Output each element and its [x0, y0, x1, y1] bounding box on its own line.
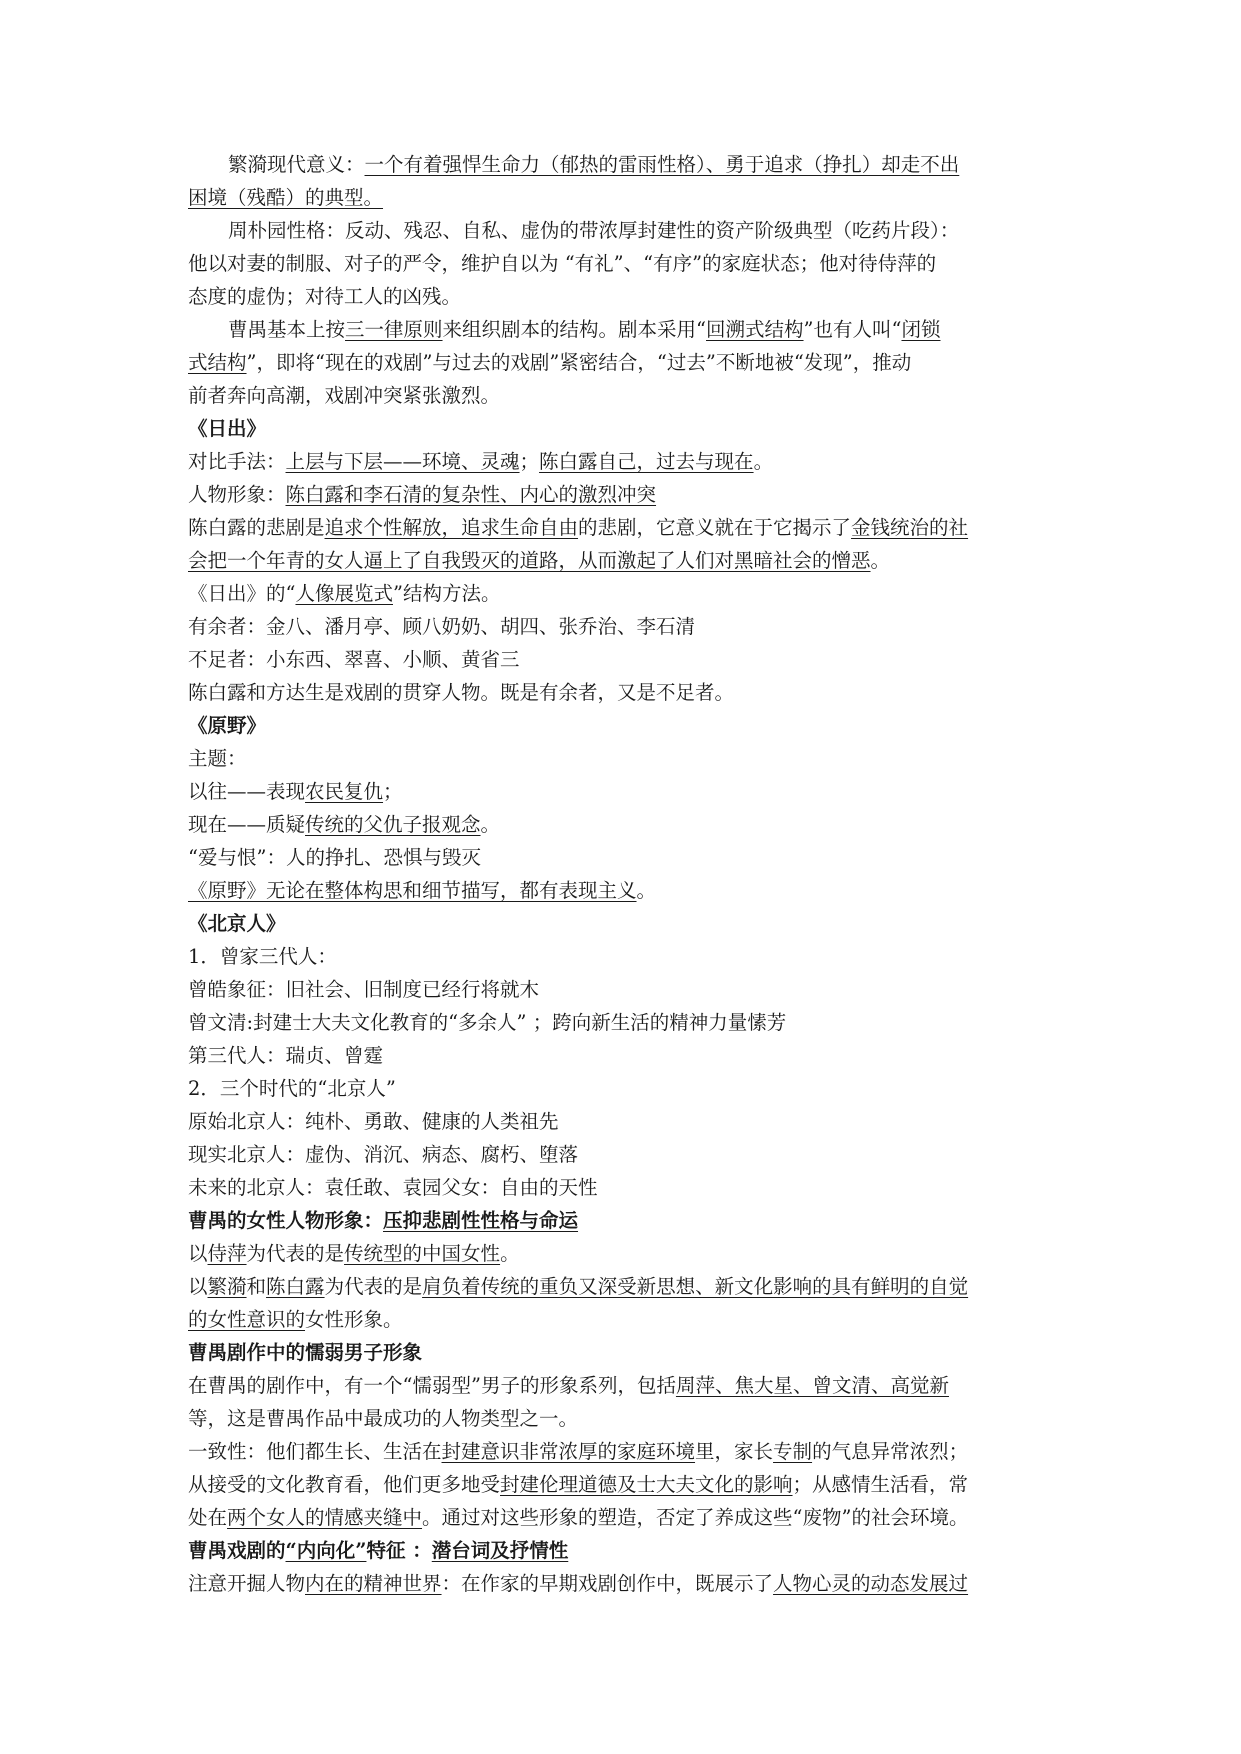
underlined-text: 陈白露和李石清的复杂性、内心的激烈冲突 [285, 483, 657, 506]
text-segment: 以 [188, 1275, 208, 1298]
text-line [188, 775, 1062, 808]
text-line [188, 1567, 1062, 1600]
underlined-text: 式结构 [188, 351, 247, 374]
text-segment: 陈白露和方达生是戏剧的贯穿人物。既是有余者，又是不足者。 [188, 681, 735, 704]
text-segment: ：在作家的早期戏剧创作中，既展示了 [441, 1572, 774, 1595]
text-line [188, 874, 1062, 907]
text-segment: 在曹禺的剧作中，有一个“懦弱型”男子的形象系列，包括 [188, 1374, 676, 1397]
underlined-text: 三一律原则 [345, 318, 443, 341]
text-line [188, 577, 1062, 610]
text-segment: 。 [500, 1242, 520, 1265]
text-segment: 对比手法： [188, 450, 286, 473]
text-segment: 现实北京人：虚伪、消沉、病态、腐朽、堕落 [188, 1143, 579, 1166]
underlined-text: 周萍、焦大星、曾文清、高觉新 [675, 1374, 949, 1397]
text-line [188, 1435, 1062, 1468]
text-line [188, 643, 1062, 676]
text-segment: 一致性：他们都生长、生活在 [188, 1440, 442, 1463]
underlined-text: 潜台词及抒情性 [431, 1539, 569, 1562]
text-line [188, 478, 1062, 511]
text-segment: ”也有人叫“ [803, 318, 902, 341]
text-segment: 以 [188, 1242, 208, 1265]
text-segment: ；从感情生活看，常 [792, 1473, 969, 1496]
text-line [188, 346, 1062, 379]
underlined-text: 金钱统治的社 [851, 516, 969, 539]
text-line [188, 544, 1062, 577]
text-segment: 和 [246, 1275, 267, 1298]
underlined-text: 封建意识非常浓厚的家庭环境 [441, 1440, 696, 1463]
text-line [188, 973, 1062, 1006]
text-line [188, 1369, 1062, 1402]
text-segment: 。 [753, 450, 774, 473]
text-line [188, 940, 1062, 973]
section-heading [188, 709, 1062, 742]
text-segment: 曾皓象征：旧社会、旧制度已经行将就木 [188, 978, 540, 1001]
text-line [188, 841, 1062, 874]
text-segment: 曹禺戏剧的 [188, 1539, 286, 1562]
underlined-text: 专制 [773, 1440, 813, 1463]
underlined-text: 内在的精神世界 [305, 1572, 442, 1595]
text-segment: 等，这是曹禺作品中最成功的人物类型之一。 [188, 1407, 579, 1430]
underlined-text: 会把一个年青的女人逼上了自我毁灭的道路，从而激起了人们对黑暗社会的憎恶 [188, 549, 871, 572]
underlined-text: 回溯式结构 [706, 318, 804, 341]
text-segment: 原始北京人：纯朴、勇敢、健康的人类祖先 [188, 1110, 559, 1133]
text-segment: 。 [480, 813, 501, 836]
document-page [188, 148, 1062, 1600]
text-line [188, 808, 1062, 841]
text-segment: 为代表的是 [324, 1275, 423, 1298]
text-segment: 曾文清:封建士大夫文化教育的“多余人” ；跨向新生活的精神力量愫芳 [188, 1011, 787, 1034]
underlined-text: 两个女人的情感夹缝中 [227, 1506, 423, 1529]
text-segment: 《原野》 [188, 714, 267, 737]
text-segment: 女性形象。 [305, 1308, 403, 1331]
text-segment: 来组织剧本的结构。剧本采用“ [442, 318, 707, 341]
text-segment: 有余者：金八、潘月亭、顾八奶奶、胡四、张乔治、李石清 [188, 615, 696, 638]
underlined-text: 追求个性解放，追求生命自由 [324, 516, 579, 539]
text-line [188, 1171, 1062, 1204]
section-heading [188, 412, 1062, 445]
underlined-text: 压抑悲剧性性格与命运 [383, 1209, 579, 1232]
text-segment: 。 [636, 879, 657, 902]
text-segment: 曹禺的女性人物形象： [188, 1209, 384, 1232]
underlined-text: 上层与下层——环境、灵魂 [285, 450, 520, 473]
text-line [188, 214, 1062, 247]
underlined-text: 陈白露自己，过去与现在 [539, 450, 754, 473]
text-segment: 曹禺剧作中的懦弱男子形象 [188, 1341, 423, 1364]
section-heading [188, 1534, 1062, 1567]
text-segment: 他以对妻的制服、对子的严令，维护自以为 “有礼”、“有序”的家庭状态；他对待侍萍的 [188, 252, 937, 275]
text-line [188, 313, 1062, 346]
text-segment: 。 [870, 549, 891, 572]
section-heading [188, 907, 1062, 940]
text-segment: 1．曾家三代人： [188, 945, 337, 968]
text-segment: 态度的虚伪；对待工人的凶残。 [188, 285, 462, 308]
text-segment: 人物形象： [188, 483, 286, 506]
text-segment: 的气息异常浓烈； [812, 1440, 969, 1463]
text-segment: 不足者：小东西、翠喜、小顺、黄省三 [188, 648, 520, 671]
text-line [188, 1072, 1062, 1105]
underlined-text: 传统的父仇子报观念 [305, 813, 481, 836]
underlined-text: 的女性意识的 [188, 1308, 306, 1331]
text-line [188, 742, 1062, 775]
text-segment: 从接受的文化教育看，他们更多地受 [188, 1473, 501, 1496]
underlined-text: 侍萍 [207, 1242, 247, 1265]
underlined-text: “内向化” [285, 1539, 367, 1562]
text-line [188, 148, 1062, 181]
text-segment: ”结构方法。 [393, 582, 501, 605]
text-line [188, 280, 1062, 313]
text-segment: ”，即将“现在的戏剧”与过去的戏剧”紧密结合，“过去”不断地被“发现”，推动 [246, 351, 912, 374]
text-segment: 陈白露的悲剧是 [188, 516, 325, 539]
text-segment: 《日出》 [188, 417, 267, 440]
text-segment: 为代表的是 [246, 1242, 345, 1265]
text-line [188, 1105, 1062, 1138]
section-heading [188, 1336, 1062, 1369]
underlined-text: 陈白露 [266, 1275, 325, 1298]
text-segment: 《日出》的“ [188, 582, 296, 605]
text-segment: 周朴园性格：反动、残忍、自私、虚伪的带浓厚封建性的资产阶级典型（吃药片段）： [228, 219, 960, 242]
text-line [188, 1006, 1062, 1039]
text-line [188, 610, 1062, 643]
underlined-text: 《原野》无论在整体构思和细节描写，都有表现主义 [188, 879, 637, 902]
underlined-text: 封建伦理道德及士大夫文化的影响 [500, 1473, 793, 1496]
text-segment: 未来的北京人：袁任敢、袁园父女：自由的天性 [188, 1176, 598, 1199]
text-line [188, 1402, 1062, 1435]
text-segment: 现在——质疑 [188, 813, 306, 836]
text-line [188, 379, 1062, 412]
underlined-text: 繁漪 [207, 1275, 247, 1298]
text-line [188, 1138, 1062, 1171]
underlined-text: 传统型的中国女性 [344, 1242, 501, 1265]
underlined-text: 肩负着传统的重负又深受新思想、新文化影响的具有鲜明的自觉 [422, 1275, 969, 1298]
text-segment: 主题： [188, 747, 247, 770]
text-segment: 《北京人》 [188, 912, 286, 935]
text-line [188, 511, 1062, 544]
text-line [188, 1039, 1062, 1072]
underlined-text: 农民复仇 [305, 780, 384, 803]
text-segment: ； [383, 780, 403, 803]
text-segment: 前者奔向高潮，戏剧冲突紧张激烈。 [188, 384, 501, 407]
text-segment: 第三代人：瑞贞、曾霆 [188, 1044, 384, 1067]
text-segment: ； [519, 450, 540, 473]
text-segment: 特征 ： [366, 1539, 432, 1562]
underlined-text: 人物心灵的动态发展过 [773, 1572, 969, 1595]
text-segment: 。通过对这些形象的塑造，否定了养成这些“废物”的社会环境。 [422, 1506, 969, 1529]
text-line [188, 1237, 1062, 1270]
text-segment: 处在 [188, 1506, 228, 1529]
text-line [188, 1303, 1062, 1336]
text-line [188, 181, 1062, 214]
underlined-text: 闭锁 [901, 318, 941, 341]
text-line [188, 676, 1062, 709]
text-line [188, 1501, 1062, 1534]
text-line [188, 1270, 1062, 1303]
underlined-text: 困境（残酷）的典型。 [188, 186, 384, 209]
text-segment: 的悲剧，它意义就在于它揭示了 [578, 516, 852, 539]
text-segment: “爱与恨”：人的挣扎、恐惧与毁灭 [188, 846, 481, 869]
underlined-text: 一个有着强悍生命力（郁热的雷雨性格）、勇于追求（挣扎）却走不出 [364, 153, 960, 176]
text-line [188, 247, 1062, 280]
text-segment: 2．三个时代的“北京人” [188, 1077, 396, 1100]
text-line [188, 445, 1062, 478]
text-line [188, 1468, 1062, 1501]
text-segment: 里，家长 [695, 1440, 774, 1463]
underlined-text: 人像展览式 [295, 582, 393, 605]
text-segment: 曹禺基本上按 [228, 318, 346, 341]
text-segment: 繁漪现代意义： [228, 153, 365, 176]
text-segment: 以往——表现 [188, 780, 306, 803]
section-heading [188, 1204, 1062, 1237]
text-segment: 注意开掘人物 [188, 1572, 306, 1595]
